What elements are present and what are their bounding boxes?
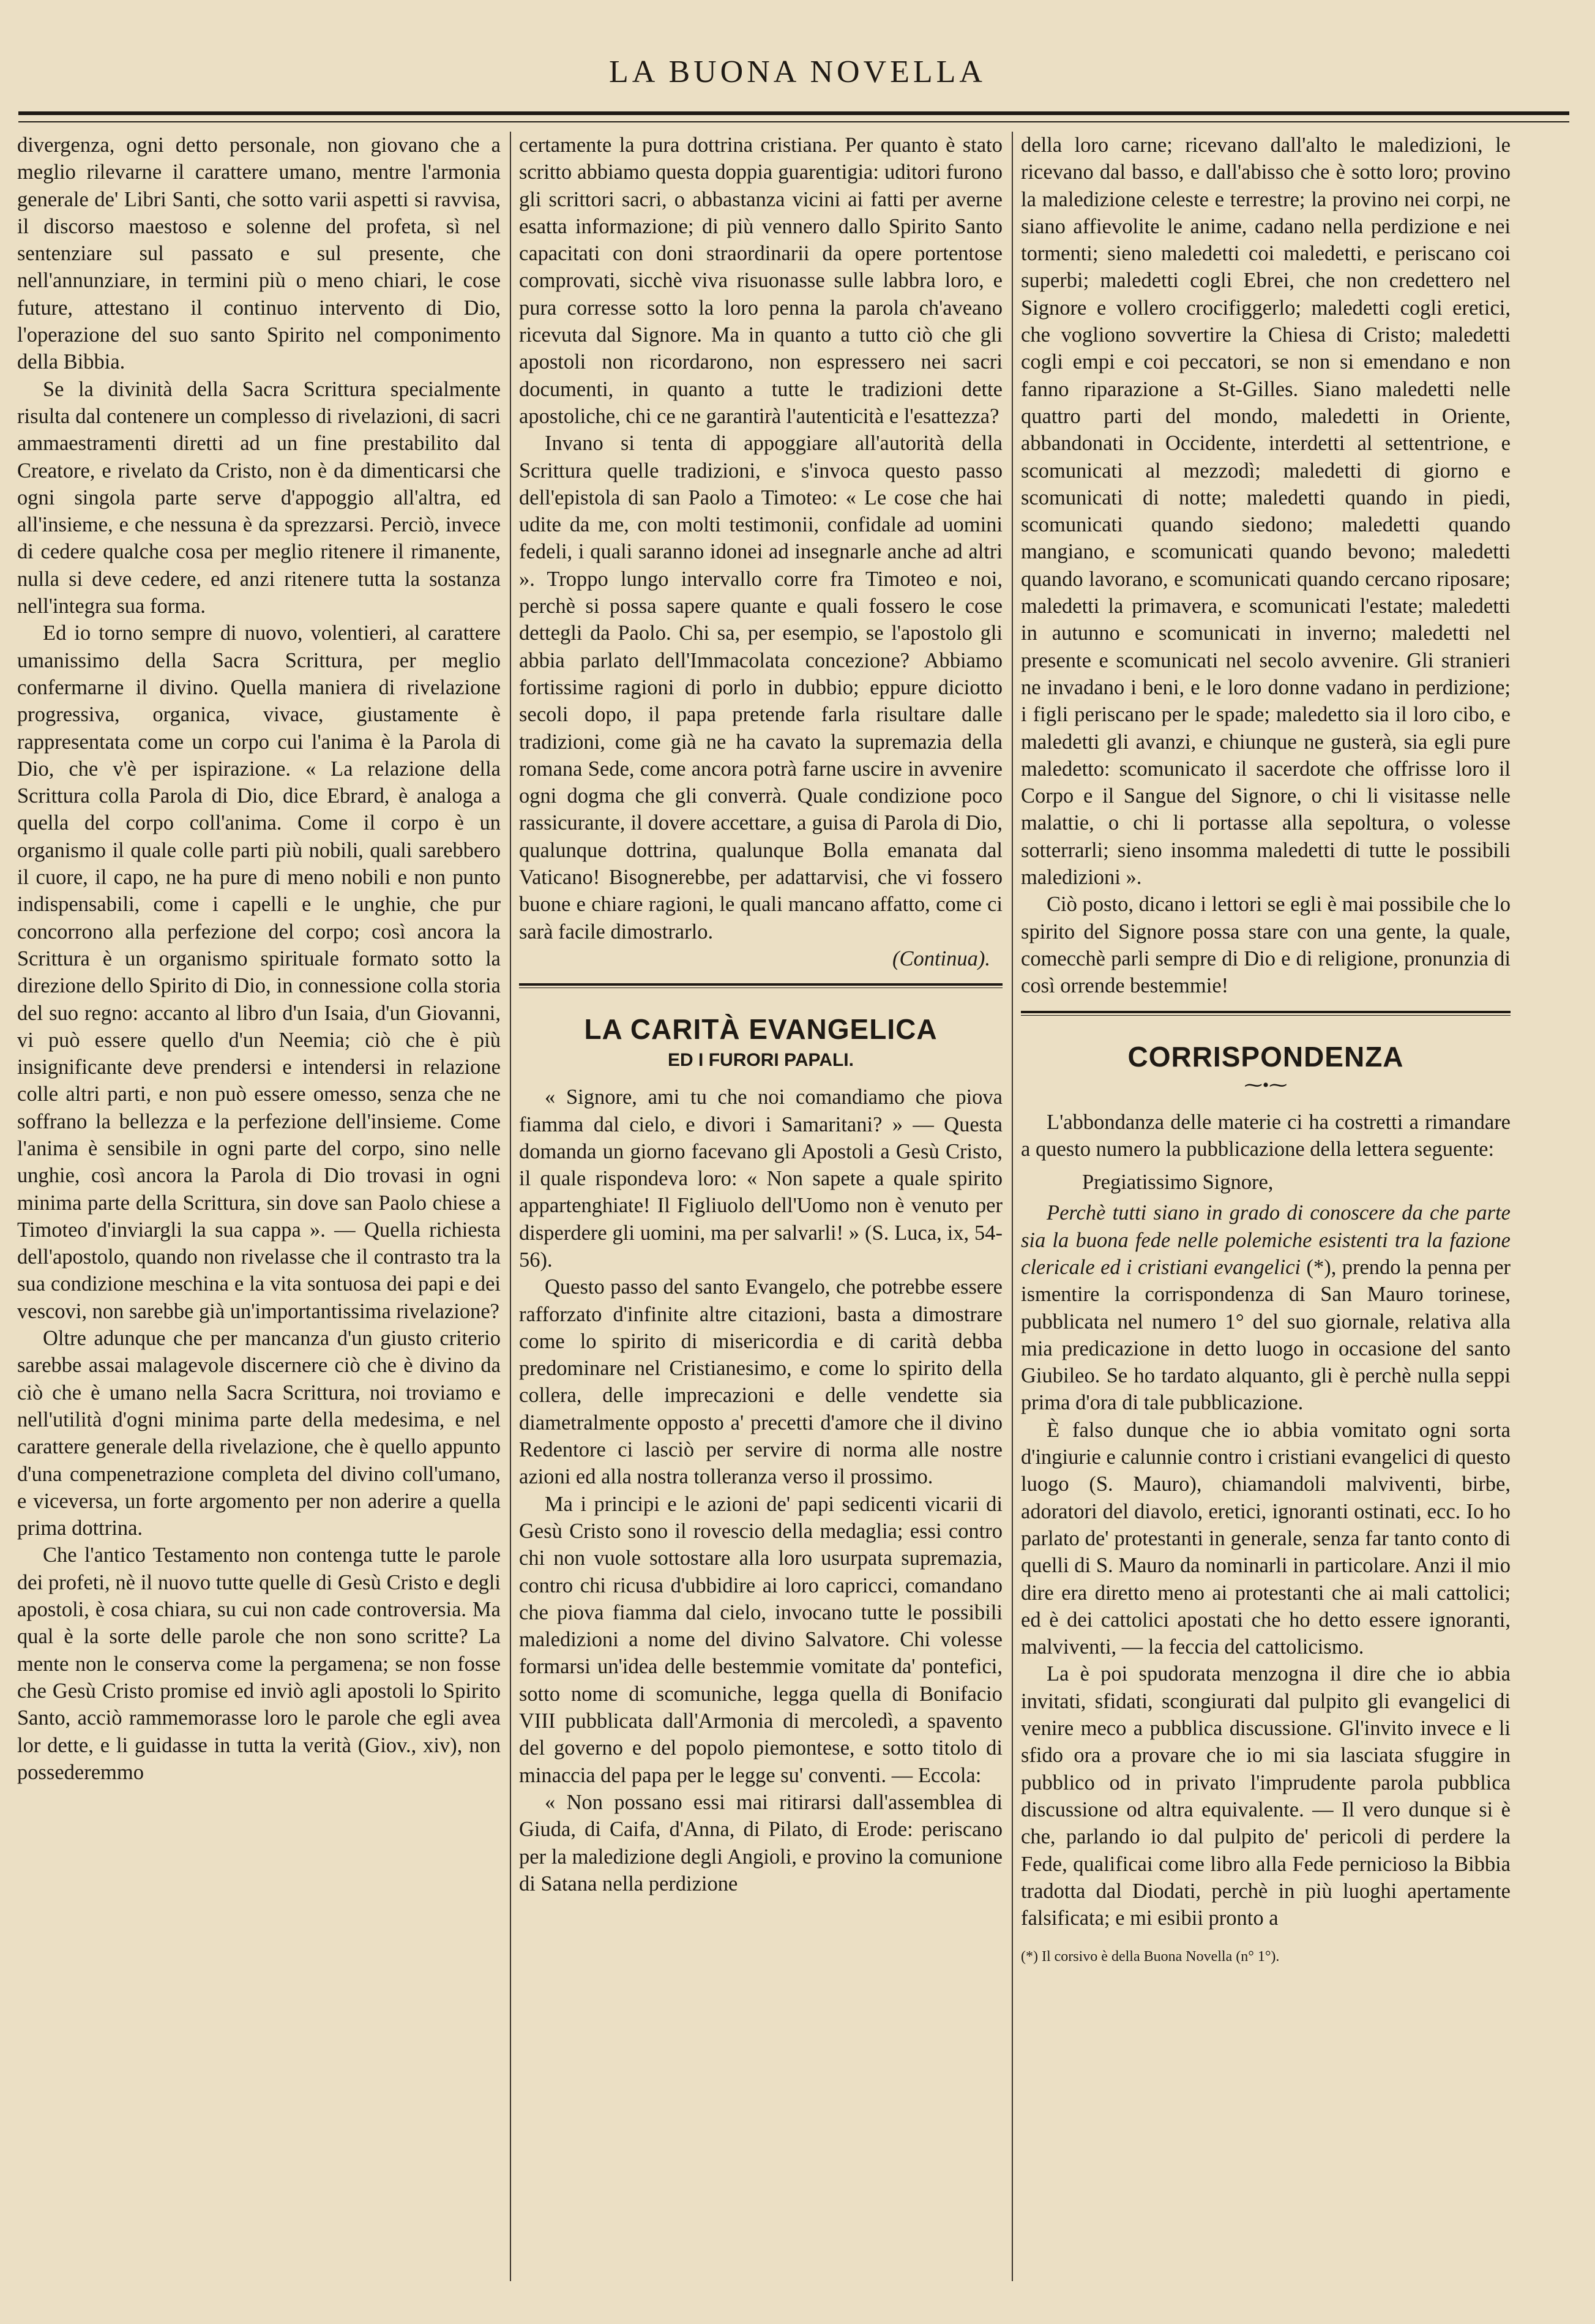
section-rule	[519, 983, 1003, 988]
paragraph: « Non possano essi mai ritirarsi dall'assemblea di Giuda, di Caifa, d'Anna, di Pilato, di Erode: periscano per la maledizione degli Angioli, e provino la comunione di Satana nella perdizione	[519, 1790, 1003, 1895]
section-rule	[1021, 1011, 1511, 1016]
masthead-rule	[18, 111, 1569, 122]
paragraph: « Signore, ami tu che noi comandiamo che piova fiamma dal cielo, e divori i Samaritani? » — Questa domanda un giorno facevano gli Apostoli a Gesù Cristo, il quale rispondeva loro: « Non sapete a quale spirito appartenghiate! Il Figliuolo dell'Uomo non è venuto per disperdere gli uomini, ma per salvarli! » (S. Luca, ix, 54-56).	[519, 1085, 1003, 1272]
letter-greeting: Pregiatissimo Signore,	[1082, 1171, 1274, 1194]
paragraph: divergenza, ogni detto personale, non giovano che a meglio rilevarne il carattere umano, mentre l'armonia generale de' Libri Santi, che sotto varii aspetti si ravvisa, il discorso maestoso e solenne del profeta, sì nel sentenziare sul passato e sul presente, che nell'annunziare, in termini più o meno chiari, le cose future, attestano il continuo intervento di Dio, l'operazione del suo santo Spirito nel componimento della Bibbia.	[17, 133, 501, 374]
paragraph: Ed io torno sempre di nuovo, volentieri, al carattere umanissimo della Sacra Scrittura, per meglio confermarne il divino. Quella maniera di rivelazione progressiva, organica, vivace, giustamente è rappresentata come un corpo cui l'anima è la Parola di Dio, che v'è per ispirazione. « La relazione della Scrittura colla Parola di Dio, dice Ebrard, è analoga a quella del corpo coll'anima. Come il corpo è un organismo il quale colle parti più nobili, quali sarebbero il cuore, il capo, ne ha pure di meno nobili e non punto indispensabili, come i capelli e le unghie, che pur concorrono alla perfezione del corpo; così ancora la Scrittura è un organismo spirituale formato sotto la direzione dello Spirito di Dio, in connessione colla storia del suo regno: accanto al libro d'un Isaia, d'un Giovanni, vi può essere quello d'un Neemia; ciò che è più insignificante deve prendersi e intendersi in relazione colle altri parti, e non può essere omesso, senza che ne soffrano la bellezza e la perfezione dell'insieme. Come l'anima è sensibile in ogni parte del corpo, sino nelle unghie, così ancora la Parola di Dio trovasi in ogni minima parte della Scrittura, sin dove san Paolo chiese a Timoteo d'inviargli la sua cappa ». — Quella richiesta dell'apostolo, quando non rivelasse che il contrasto tra la sua condizione meschina e la vita sontuosa dei papi e dei vescovi, non sarebbe già un'importantissima rivelazione?	[17, 621, 501, 1323]
article-headline: LA CARITÀ EVANGELICA	[584, 1013, 938, 1046]
continua-note: (Continua).	[892, 946, 990, 970]
paragraph: Invano si tenta di appoggiare all'autorità della Scrittura quelle tradizioni, e s'invoca questo passo dell'epistola di san Paolo a Timoteo: « Le cose che hai udite da me, con molti testimonii, confidale ad uomini fedeli, i quali saranno idonei ad insegnarle anche ad altri ». Troppo lungo intervallo corre fra Timoteo e noi, perchè si possa sapere quante e quali fossero le cose dettegli da Paolo. Chi sa, per esempio, se l'apostolo gli abbia parlato dell'Immacolata concezione? Abbiamo fortissime ragioni di porlo in dubbio; eppure diciotto secoli dopo, il papa pretende farla risultare dalle tradizioni, come già ne ha cavato la supremazia della romana Sede, come ancora potrà farne uscire in avvenire ogni dogma che gli converrà. Quale condizione poco rassicurante, il dovere accettare, a guisa di Parola di Dio, qualunque dottrina, qualunque Bolla emanata dal Vaticano! Bisognerebbe, per adattarvisi, che vi fossero buone e chiare ragioni, le quali mancano affatto, come ci sarà facile dimostrarlo.	[519, 432, 1003, 943]
column-3	[1021, 132, 1511, 2300]
paragraph: Questo passo del santo Evangelo, che potrebbe essere rafforzato d'infinite altre citazioni, basta a dimostrare come lo spirito di misericordia e di carità debba predominare nel Cristianesimo, e come lo spirito della collera, delle imprecazioni e delle vendette sia diametralmente opposto a' precetti d'amore che il divino Redentore ci lasciò per servire di norma alle nostre azioni ed alla nostra tolleranza verso il prossimo.	[519, 1275, 1003, 1489]
paragraph: Oltre adunque che per mancanza d'un giusto criterio sarebbe assai malagevole discernere ciò che è divino da ciò che è umano nella Sacra Scrittura, noi troviamo e nell'utilità d'ogni minima parte della medesima, e nel carattere generale della rivelazione, che è quello appunto d'una compenetrazione completa del divino coll'umano, e viceversa, un forte argomento per non aderire a quella prima dottrina.	[17, 1327, 501, 1540]
paragraph: certamente la pura dottrina cristiana. Per quanto è stato scritto abbiamo questa doppia guarentigia: uditori furono gli scrittori sacri, o abbastanza vicini ai fatti per averne esatta informazione; di più vennero dallo Spirito Santo capacitati con doni straordinarii da opere portentose comprovati, sicchè viva risuonasse sulle labbra loro, e pura corresse sotto la loro penna la parola ch'aveano ricevuta dal Signore. Ma in quanto a tutto ciò che gli apostoli non ricordarono, non espressero nei sacri documenti, in quanto a tutte le tradizioni dette apostoliche, chi ce ne garantirà l'autenticità e l'esattezza?	[519, 133, 1003, 428]
paragraph: della loro carne; ricevano dall'alto le maledizioni, le ricevano dal basso, e dall'abisso che è sotto loro; provino la maledizione celeste e terrestre; la provino nei corpi, ne siano affievolite le anime, cadano nella perdizione e nei tormenti; sieno maledetti coi maledetti, e periscano coi superbi; maledetti cogli Ebrei, che non credettero nel Signore e vollero crocifiggerlo; maledetti cogli eretici, che vogliono sovvertire la Chiesa di Cristo; maledetti cogli empi e coi peccatori, se non si emendano e non fanno riparazione a St-Gilles. Siano maledetti nelle quattro parti del mondo, maledetti in Oriente, abbandonati in Occidente, interdetti al settentrione, e scomunicati al mezzodì; maledetti di giorno e scomunicati di notte; maledetti quando in piedi, scomunicati quando siedono; maledetti quando mangiano, e scomunicati quando bevono; maledetti quando lavorano, e scomunicati quando cercano riposare; maledetti la primavera, e scomunicati l'estate; maledetti in autunno e scomunicati in inverno; maledetti nel presente e scomunicati nel secolo avvenire. Gli stranieri ne invadano i beni, e le loro donne vadano in perdizione; i figli periscano per le spade; maledetto sia il loro cibo, e maledetti gli avanzi, e chiunque ne gusterà, sia egli pure maledetto: scomunicato il sacerdote che offrisse loro il Corpo e il Sangue del Signore, o chi li visitasse nelle malattie, o chi li portasse alla sepoltura, o volesse sotterrarli; sieno insomma maledetti di tutte le possibili maledizioni ».	[1021, 133, 1511, 890]
column-divider	[1012, 132, 1013, 2281]
paragraph-text: (*), prendo la penna per ismentire la corrispondenza di San Mauro torinese, pubblicata nel numero 1° del suo giornale, relativa alla mia predicazione in detto luogo in occasione del santo Giubileo. Se ho tardato alquanto, gli è perchè nulla seppi prima d'ora di tale pubblicazione.	[1021, 1255, 1511, 1415]
column-2	[519, 132, 1003, 2300]
article-subhead: ED I FURORI PAPALI.	[668, 1050, 854, 1071]
paragraph	[1021, 1199, 1511, 1416]
paragraph: La è poi spudorata menzogna il dire che io abbia invitati, sfidati, scongiurati dal pulpito gli evangelici di venire meco a pubblica discussione. Gl'invito invece e li sfido ora a provare che io mi sia lasciata sfuggire in pubblico od in privato l'imprudente parola pubblica discussione od altra equivalente. — Il vero dunque si è che, parlando io dal pulpito de' pericoli di perdere la Fede, qualificai come libro alla Fede pernicioso la Bibbia tradotta dal Diodati, perchè in più luoghi apertamente falsificata; e mi esibii pronto a	[1021, 1662, 1511, 1930]
paragraph: L'abbondanza delle materie ci ha costretti a rimandare a questo numero la pubblicazione della lettera seguente:	[1021, 1110, 1511, 1161]
paragraph: Se la divinità della Sacra Scrittura specialmente risulta dal contenere un complesso di rivelazioni, di sacri ammaestramenti diretti ad un fine prestabilito dal Creatore, e rivelato da Cristo, non è da dimenticarsi che ogni singola parte serve d'appoggio all'altra, ed all'insieme, e che nessuna è da sprezzarsi. Perciò, invece di cedere qualche cosa per meglio ritenere il rimanente, nulla si deve cedere, ed anzi ritenere tutta la sostanza nell'integra sua forma.	[17, 377, 501, 618]
footnote: (*) Il corsivo è della Buona Novella (n° 1°).	[1021, 1949, 1280, 1965]
column-divider	[510, 132, 511, 2281]
paragraph: Ma i principi e le azioni de' papi sedicenti vicarii di Gesù Cristo sono il rovescio della medaglia; essi contro chi non vuole sottostare alla loro usurpata supremazia, contro chi ricusa d'ubbidire ai loro capricci, comandano che piova fiamma dal cielo, invocano tutte le possibili maledizioni a nome del divino Salvatore. Chi volesse formarsi un'idea delle bestemmie vomitate da' pontefici, sotto nome di scomuniche, legga quella di Bonifacio VIII pubblicata dall'Armonia di mercoledì, a spavento del governo e del popolo piemontese, e sotto titolo di minaccia del papa per le legge su' conventi. — Eccola:	[519, 1492, 1003, 1787]
ornament-divider: ⁓•⁓	[1244, 1074, 1288, 1095]
paragraph: È falso dunque che io abbia vomitato ogni sorta d'ingiurie e calunnie contro i cristiani evangelici di questo luogo (S. Mauro), chiamandoli malviventi, birbe, adoratori del diavolo, eretici, ignoranti ostinati, ecc. Io ho parlato de' protestanti in generale, senza far tanto conto di quelli di S. Mauro da nominarli in particolare. Anzi il mio dire era diretto meno ai protestanti che ai mali cattolici; ed è dei cattolici apostati che ho detto essere ignoranti, malviventi, — la feccia del cattolicismo.	[1021, 1418, 1511, 1659]
masthead: LA BUONA NOVELLA	[609, 54, 986, 89]
column-1	[17, 132, 501, 2300]
paragraph: Ciò posto, dicano i lettori se egli è mai possibile che lo spirito del Signore possa stare con una gente, la quale, comecchè parli sempre di Dio e di religione, pronunzia di così orrende bestemmie!	[1021, 893, 1511, 998]
section-headline: CORRISPONDENZA	[1127, 1040, 1404, 1073]
italic-quote: Perchè tutti siano in grado di conoscere da che parte sia la buona fede nelle polemiche esistenti tra la fazione clericale ed i cristiani evangelici	[1021, 1201, 1511, 1279]
paragraph: Che l'antico Testamento non contenga tutte le parole dei profeti, nè il nuovo tutte quelle di Gesù Cristo e degli apostoli, è cosa chiara, su cui non cade controversia. Ma qual è la sorte delle parole che non sono scritte? La mente non le conserva come la pergamena; se non fosse che Gesù Cristo promise ed inviò agli apostoli lo Spirito Santo, acciò rammemorasse loro le parole che egli avea lor dette, e li guidasse in tutta la verità (Giov., xiv), non possederemmo	[17, 1543, 501, 1784]
